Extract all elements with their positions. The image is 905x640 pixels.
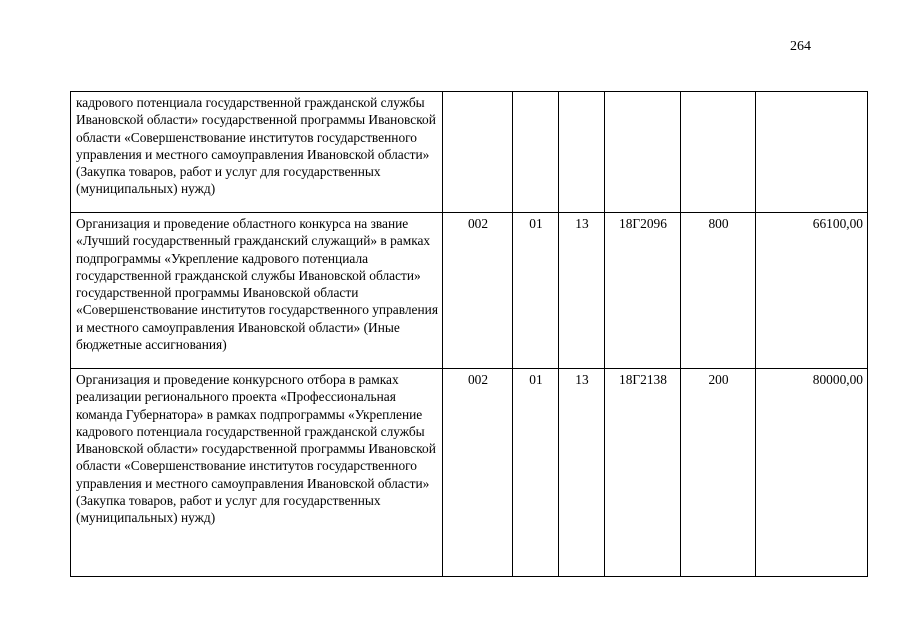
section-code-cell <box>513 92 559 213</box>
section-code-cell: 01 <box>513 369 559 577</box>
target-article-cell <box>605 92 681 213</box>
row-name-cell: Организация и проведение областного конкурса на звание «Лучший государственный гражданский служащий» в рамках подпрограммы «Укрепление кадрового потенциала государственной гражданской службы Ивановской области» государственной программы Ивановской области «Совершенствование институтов государственного управления и местного самоуправления Ивановской области» (Иные бюджетные ассигнования) <box>71 213 443 369</box>
page-number: 264 <box>790 39 811 54</box>
grbs-code-cell <box>443 92 513 213</box>
budget-table <box>70 91 868 577</box>
target-article-cell: 18Г2138 <box>605 369 681 577</box>
row-name-cell: Организация и проведение конкурсного отбора в рамках реализации регионального проекта «Профессиональная команда Губернатора» в рамках подпрограммы «Укрепление кадрового потенциала государственной гражданской службы Ивановской области» государственной программы Ивановской области «Совершенствование институтов государственного управления и местного самоуправления Ивановской области» (Закупка товаров, работ и услуг для государственных (муниципальных) нужд) <box>71 369 443 577</box>
table-row <box>71 213 868 369</box>
table-row <box>71 369 868 577</box>
amount-cell: 66100,00 <box>756 213 868 369</box>
subsection-code-cell: 13 <box>559 213 605 369</box>
expense-type-cell: 800 <box>681 213 756 369</box>
subsection-code-cell <box>559 92 605 213</box>
section-code-cell: 01 <box>513 213 559 369</box>
target-article-cell: 18Г2096 <box>605 213 681 369</box>
table-row <box>71 92 868 213</box>
expense-type-cell: 200 <box>681 369 756 577</box>
subsection-code-cell: 13 <box>559 369 605 577</box>
amount-cell <box>756 92 868 213</box>
expense-type-cell <box>681 92 756 213</box>
row-name-cell: кадрового потенциала государственной гражданской службы Ивановской области» государственной программы Ивановской области «Совершенствование институтов государственного управления и местного самоуправления Ивановской области» (Закупка товаров, работ и услуг для государственных (муниципальных) нужд) <box>71 92 443 213</box>
amount-cell: 80000,00 <box>756 369 868 577</box>
grbs-code-cell: 002 <box>443 369 513 577</box>
grbs-code-cell: 002 <box>443 213 513 369</box>
